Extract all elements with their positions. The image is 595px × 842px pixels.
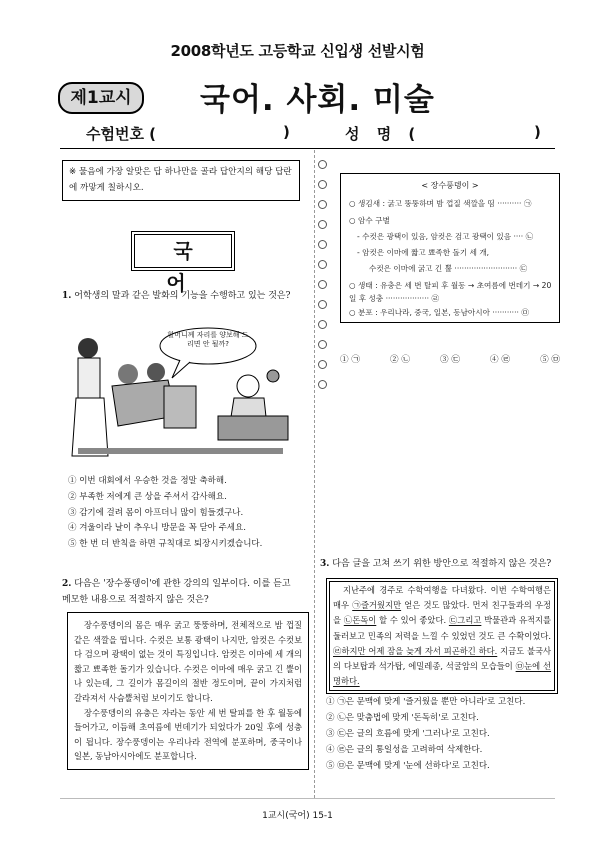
name-label: 성 명 ( (345, 125, 422, 143)
choice-4[interactable]: ④ ㉣ (490, 355, 510, 365)
period-badge: 제1교시 (58, 82, 144, 114)
question-3-choices (326, 694, 566, 774)
subject-title: 국어. 사회. 미술 (200, 82, 435, 118)
passage-segment: 지금도 불국사의 다보탑과 석가탑, 에밀레종, 석굴암의 모습들이 (333, 645, 551, 672)
name-close: ) (534, 123, 541, 141)
question-3-passage (326, 578, 558, 694)
memo-line: ○ 생김새 : 굵고 뚱뚱하며 밤 껍질 색깔을 띰 ·········· ㉠ (349, 199, 532, 208)
passage-segment: 지난주에 경주로 수학여행을 다녀왔다. 이번 수학여행은 매우 (333, 585, 551, 611)
passage-segment: 할 수 있어 좋았다. (376, 615, 449, 626)
choice-4[interactable]: ④ ㉣은 글의 통일성을 고려하여 삭제한다. (326, 745, 483, 755)
instruction-box: ※ 물음에 가장 알맞은 답 하나만을 골라 답안지의 해당 답란에 까맣게 칠하시오. (62, 160, 300, 201)
footer-rule (60, 798, 555, 799)
exam-number-close: ) (283, 123, 290, 141)
choice-1[interactable]: ① 이번 대회에서 우승한 것을 정말 축하해. (68, 476, 227, 486)
question-prompt: 다음은 '장수풍뎅이'에 관한 강의의 일부이다. 이를 듣고 메모한 내용으로 적절하지 않은 것은? (62, 579, 291, 605)
question-1-choices (68, 474, 308, 553)
underlined-segment: ㉢그리고 (448, 615, 482, 626)
choice-5[interactable]: ⑤ 한 번 더 반칙을 하면 규칙대로 퇴장시키겠습니다. (68, 539, 263, 550)
memo-line: 수컷은 이마에 굵고 긴 뿔 ·························· ㉢ (369, 264, 528, 273)
passage-segment: 박물관과 유적지를 둘러보고 민족의 저력을 느낄 수 있었던 것도 큰 수확이었다. (333, 615, 552, 641)
choice-4[interactable]: ④ 겨울이라 날이 추우니 방문을 꼭 닫아 주세요. (68, 523, 246, 534)
memo-line: - 암컷은 이마에 짧고 뾰족한 돌기 세 개, (357, 248, 490, 257)
underlined-segment: ㉠즐거웠지만 (352, 600, 402, 611)
exam-title: 2008학년도 고등학교 신입생 선발시험 (170, 42, 425, 60)
choice-3[interactable]: ③ 감기에 걸려 몸이 아프더니 많이 힘들겠구나. (68, 507, 244, 518)
question-2 (62, 576, 302, 608)
memo-line: - 수컷은 광택이 있음, 암컷은 검고 광택이 있음 ···· ㉡ (357, 232, 534, 241)
speech-bubble-text: 할머니께 자리를 양보해 드리면 안 될까? (167, 331, 249, 348)
column-divider (314, 150, 315, 798)
header-rule (60, 148, 555, 149)
question-2-choices (340, 353, 560, 365)
question-number: 2. (62, 579, 72, 589)
choice-5[interactable]: ⑤ ㉤ (540, 355, 560, 365)
memo-box (340, 173, 560, 323)
underlined-segment: ㉡돈독이 (343, 615, 377, 626)
passage-paragraph: 장수풍뎅이의 몸은 매우 굵고 뚱뚱하며, 전체적으로 밤 껍질 같은 색깔을 띱니다. 수컷은 보통 광택이 나지만, 암컷은 수컷보다 검으며 광택이 없는 것이 특징입니다. 암컷은 이마에 세 개의 짧고 뾰족한 돌기가 있습니다. 수컷은 이마에 매우 굵고 긴 뿔이 나 있는데, 그 길이가 몸길이의 절반 정도이며, 끝이 가지처럼 갈라져서 사슴뿔처럼 보이기도 합니다. (74, 620, 302, 703)
choice-1[interactable]: ① ㉠은 문맥에 맞게 '즐거웠을 뿐만 아니라'로 고친다. (326, 697, 526, 707)
question-number: 3. (320, 559, 330, 569)
choice-3[interactable]: ③ ㉢ (440, 355, 460, 365)
question-1 (62, 288, 302, 304)
exam-number-label: 수험번호 ( (86, 125, 157, 143)
page-footer: 1교시(국어) 15-1 (262, 811, 333, 821)
memo-line: ○ 암수 구별 (349, 216, 390, 225)
choice-3[interactable]: ③ ㉢은 글의 흐름에 맞게 '그러나'로 고친다. (326, 729, 490, 739)
passage-paragraph: 장수풍뎅이의 유충은 자라는 동안 세 번 탈피를 한 후 월동에 들어가고, 이듬해 초여름에 번데기가 되었다가 20일 후에 성충이 됩니다. 장수풍뎅이는 우리나라 전역에 분포하며, 중국이나 일본, 동남아시아에도 분포합니다. (74, 707, 302, 762)
memo-title: < 장수풍뎅이 > (421, 181, 479, 190)
binder-rings (318, 160, 328, 400)
choice-2[interactable]: ② 부족한 저에게 큰 상을 주셔서 감사해요. (68, 491, 227, 502)
cartoon-illustration (68, 316, 293, 466)
memo-line: ○ 생태 : 유충은 세 번 탈피 후 월동 → 초여름에 번데기 → 20일 후 성충 ·················· ㉣ (349, 281, 552, 303)
underlined-segment: ㉣하지만 어제 잠을 늦게 자서 피곤하긴 하다. (333, 645, 498, 656)
question-prompt: 어학생의 말과 같은 발화의 기능을 수행하고 있는 것은? (74, 291, 291, 301)
choice-2[interactable]: ② ㉡은 맞춤법에 맞게 '돈독히'로 고친다. (326, 713, 479, 723)
choice-5[interactable]: ⑤ ㉤은 문맥에 맞게 '눈에 선하다'로 고친다. (326, 761, 490, 771)
question-2-passage (67, 612, 309, 770)
question-prompt: 다음 글을 고쳐 쓰기 위한 방안으로 적절하지 않은 것은? (332, 559, 552, 569)
section-label-korean: 국 어 (134, 234, 232, 268)
question-number: 1. (62, 291, 72, 301)
choice-1[interactable]: ① ㉠ (340, 355, 360, 365)
memo-line: ○ 분포 : 우리나라, 중국, 일본, 동남아시아 ··········· ㉤ (349, 308, 529, 317)
passage-paragraph (333, 583, 551, 689)
underlined-segment: ㉤눈에 선명하다. (333, 661, 551, 687)
passage-segment: 얻은 것도 많았다. 먼저 친구들과의 우정을 (333, 600, 551, 626)
question-3 (320, 556, 560, 572)
choice-2[interactable]: ② ㉡ (390, 355, 410, 365)
